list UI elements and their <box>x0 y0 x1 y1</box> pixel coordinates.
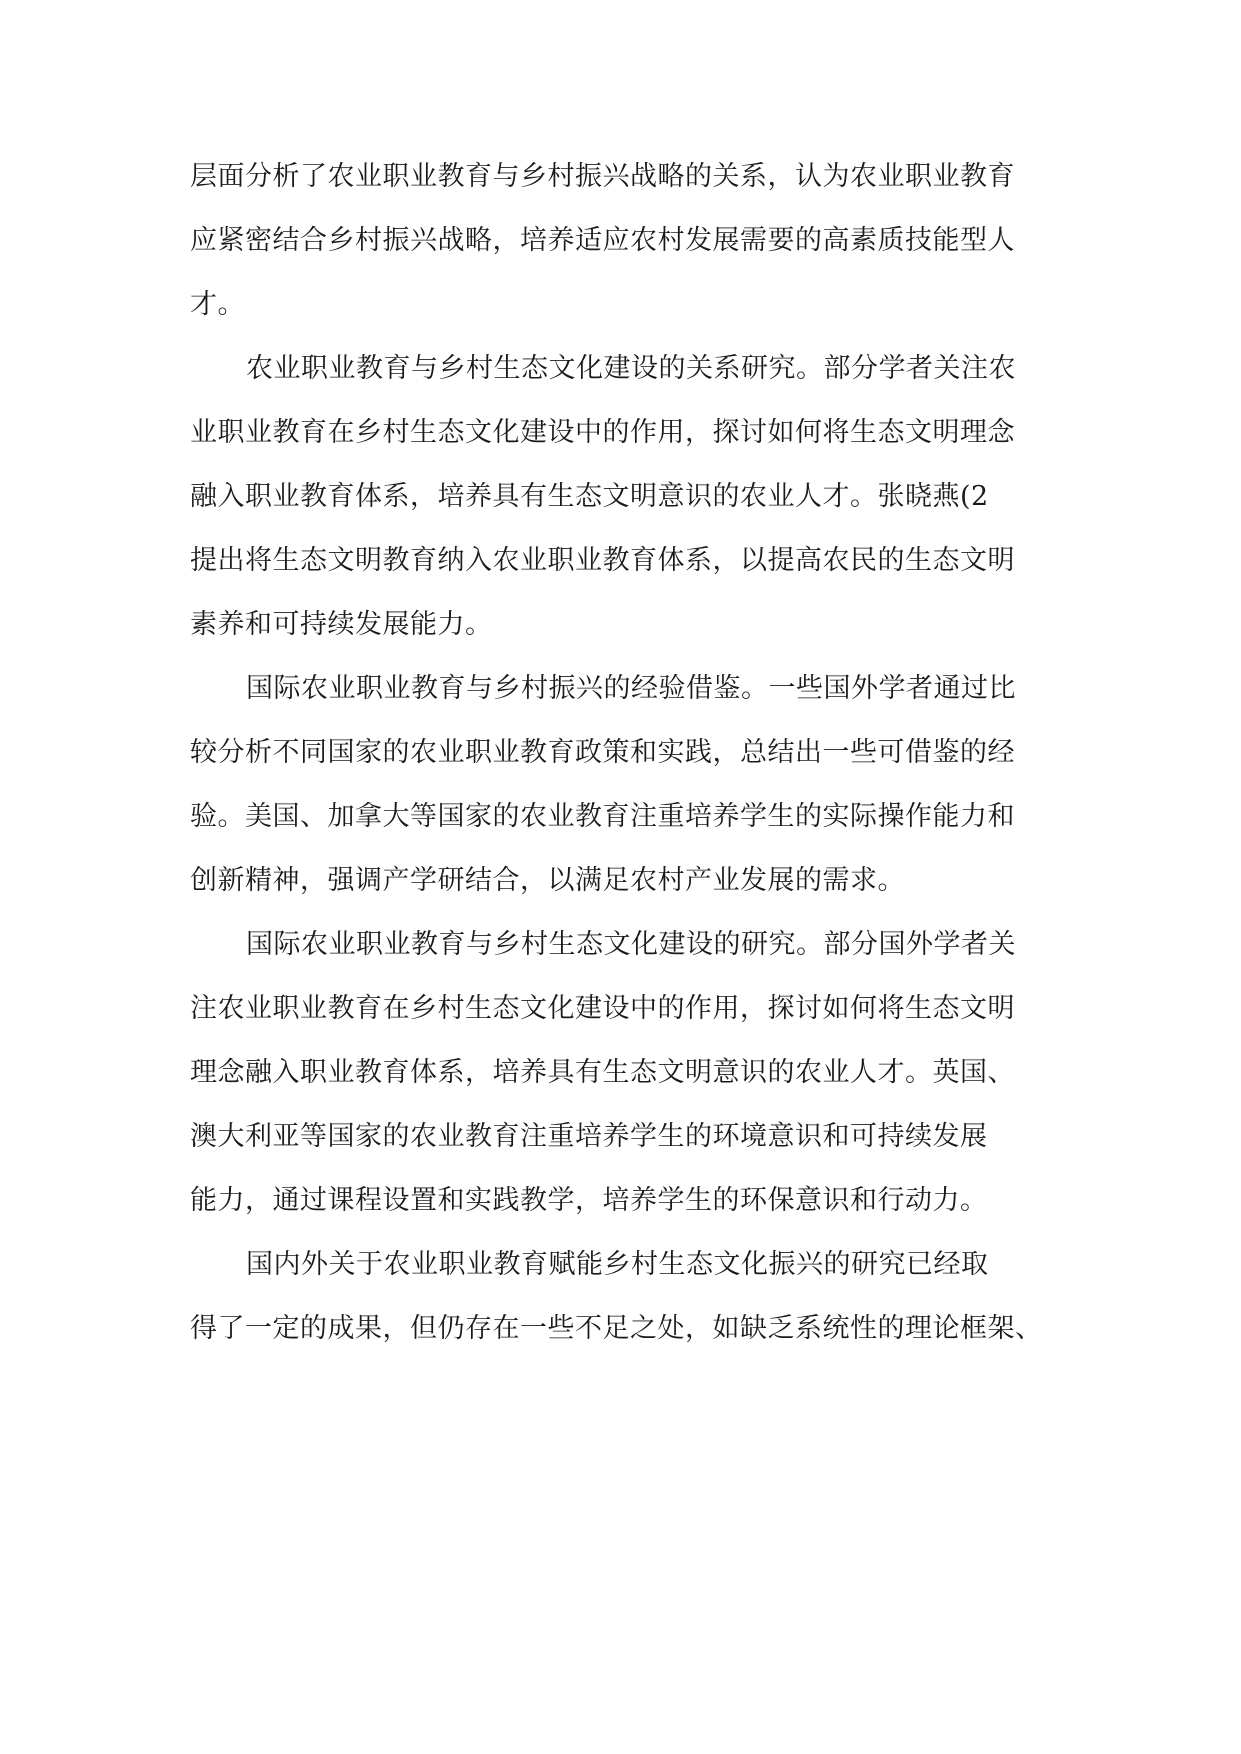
text-line: 提出将生态文明教育纳入农业职业教育体系，以提高农民的生态文明 <box>190 545 1015 576</box>
text-line: 应紧密结合乡村振兴战略，培养适应农村发展需要的高素质技能型人 <box>190 225 1015 256</box>
text-line: 得了一定的成果，但仍存在一些不足之处，如缺乏系统性的理论框架、 <box>190 1313 1043 1344</box>
text-line: 业职业教育在乡村生态文化建设中的作用，探讨如何将生态文明理念 <box>190 417 1015 448</box>
text-line: 能力，通过课程设置和实践教学，培养学生的环保意识和行动力。 <box>190 1185 988 1216</box>
paragraph-start-line: 农业职业教育与乡村生态文化建设的关系研究。部分学者关注农 <box>246 353 1016 384</box>
paragraph-start-line: 国际农业职业教育与乡村振兴的经验借鉴。一些国外学者通过比 <box>246 673 1016 704</box>
text-line: 较分析不同国家的农业职业教育政策和实践，总结出一些可借鉴的经 <box>190 737 1015 768</box>
text-line: 层面分析了农业职业教育与乡村振兴战略的关系，认为农业职业教育 <box>190 161 1015 192</box>
text-line: 验。美国、加拿大等国家的农业教育注重培养学生的实际操作能力和 <box>190 801 1015 832</box>
text-line: 融入职业教育体系，培养具有生态文明意识的农业人才。张晓燕(2 <box>190 481 989 512</box>
body-text <box>190 145 1060 1361</box>
text-line: 注农业职业教育在乡村生态文化建设中的作用，探讨如何将生态文明 <box>190 993 1015 1024</box>
text-line: 素养和可持续发展能力。 <box>190 609 493 640</box>
paragraph-start-line: 国际农业职业教育与乡村生态文化建设的研究。部分国外学者关 <box>246 929 1016 960</box>
text-line: 才。 <box>190 289 245 320</box>
text-line: 澳大利亚等国家的农业教育注重培养学生的环境意识和可持续发展 <box>190 1121 988 1152</box>
text-line: 创新精神，强调产学研结合，以满足农村产业发展的需求。 <box>190 865 905 896</box>
text-line: 理念融入职业教育体系，培养具有生态文明意识的农业人才。英国、 <box>190 1057 1015 1088</box>
paragraph-start-line: 国内外关于农业职业教育赋能乡村生态文化振兴的研究已经取 <box>246 1249 989 1280</box>
